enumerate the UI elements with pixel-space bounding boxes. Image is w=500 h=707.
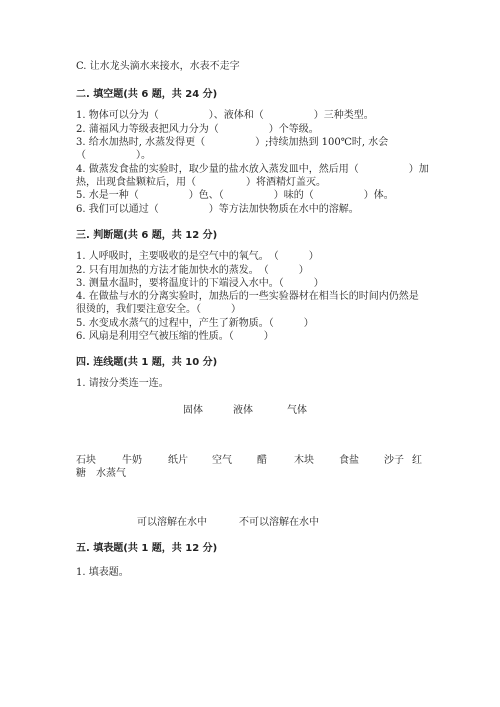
state-gas: 气体 [287,405,307,416]
item-red: 红 [412,455,422,466]
true-false-line-4: 4. 在做盐与水的分离实验时，加热后的一些实验器材在相当长的时间内仍然是 [76,291,419,302]
true-false-line-1: 1. 人呼吸时，主要吸收的是空气中的氧气。 （ ） [76,251,319,262]
fill-blank-line-3-cont: （ ）。 [76,150,151,161]
section-title-true-false: 三. 判断题(共 6 题，共 12 分) [76,230,218,241]
top-line: C. 让水龙头滴水来接水，水表不走字 [76,61,240,72]
item-vinegar: 醋 [257,455,267,466]
true-false-line-5: 5. 水变成水蒸气的过程中，产生了新物质。（ ） [76,318,314,329]
fill-blank-line-5: 5. 水是一种（ ）色、（ ）味的（ ）体。 [76,190,394,201]
fill-blank-line-6: 6. 我们可以通过（ ）等方法加快物质在水中的溶解。 [76,204,359,215]
state-solid: 固体 [183,405,203,416]
category-insoluble: 不可以溶解在水中 [239,517,319,528]
true-false-line-4-cont: 很烫的，我们要注意安全。（ ） [76,304,241,315]
table-instruction: 1. 填表题。 [76,567,129,578]
fill-blank-line-2: 2. 蒲福风力等级表把风力分为（ ）个等级。 [76,124,319,135]
item-paper: 纸片 [168,455,188,466]
item-air: 空气 [212,455,232,466]
item-sand: 沙子 [384,455,404,466]
item-wood: 木块 [294,455,314,466]
section-title-fill-blank: 二. 填空题(共 6 题，共 24 分) [76,89,218,100]
state-liquid: 液体 [233,405,253,416]
fill-blank-line-4-cont: 热，出现食盐颗粒后，用（ ）将酒精灯盖灭。 [76,177,326,188]
matching-instruction: 1. 请按分类连一连。 [76,378,169,389]
category-soluble: 可以溶解在水中 [137,517,207,528]
item-milk: 牛奶 [122,455,142,466]
fill-blank-line-3: 3. 给水加热时, 水蒸发得更（ ）;持续加热到 100℃时, 水会 [76,137,389,148]
true-false-line-6: 6. 风扇是利用空气被压缩的性质。（ ） [76,331,274,342]
item-wrap-line: 糖 水蒸气 [76,468,126,479]
fill-blank-line-1: 1. 物体可以分为（ ）、液体和（ ）三种类型。 [76,110,374,121]
true-false-line-2: 2. 只有用加热的方法才能加快水的蒸发。 （ ） [76,265,309,276]
section-title-table: 五. 填表题(共 1 题，共 12 分) [76,543,218,554]
fill-blank-line-4: 4. 做蒸发食盐的实验时，取少量的盐水放入蒸发皿中，然后用（ ）加 [76,164,429,175]
section-title-matching: 四. 连线题(共 1 题，共 10 分) [76,357,218,368]
item-stone: 石块 [76,455,96,466]
item-salt: 食盐 [339,455,359,466]
true-false-line-3: 3. 测量水温时，要将温度计的下端浸入水中。（ ） [76,278,324,289]
